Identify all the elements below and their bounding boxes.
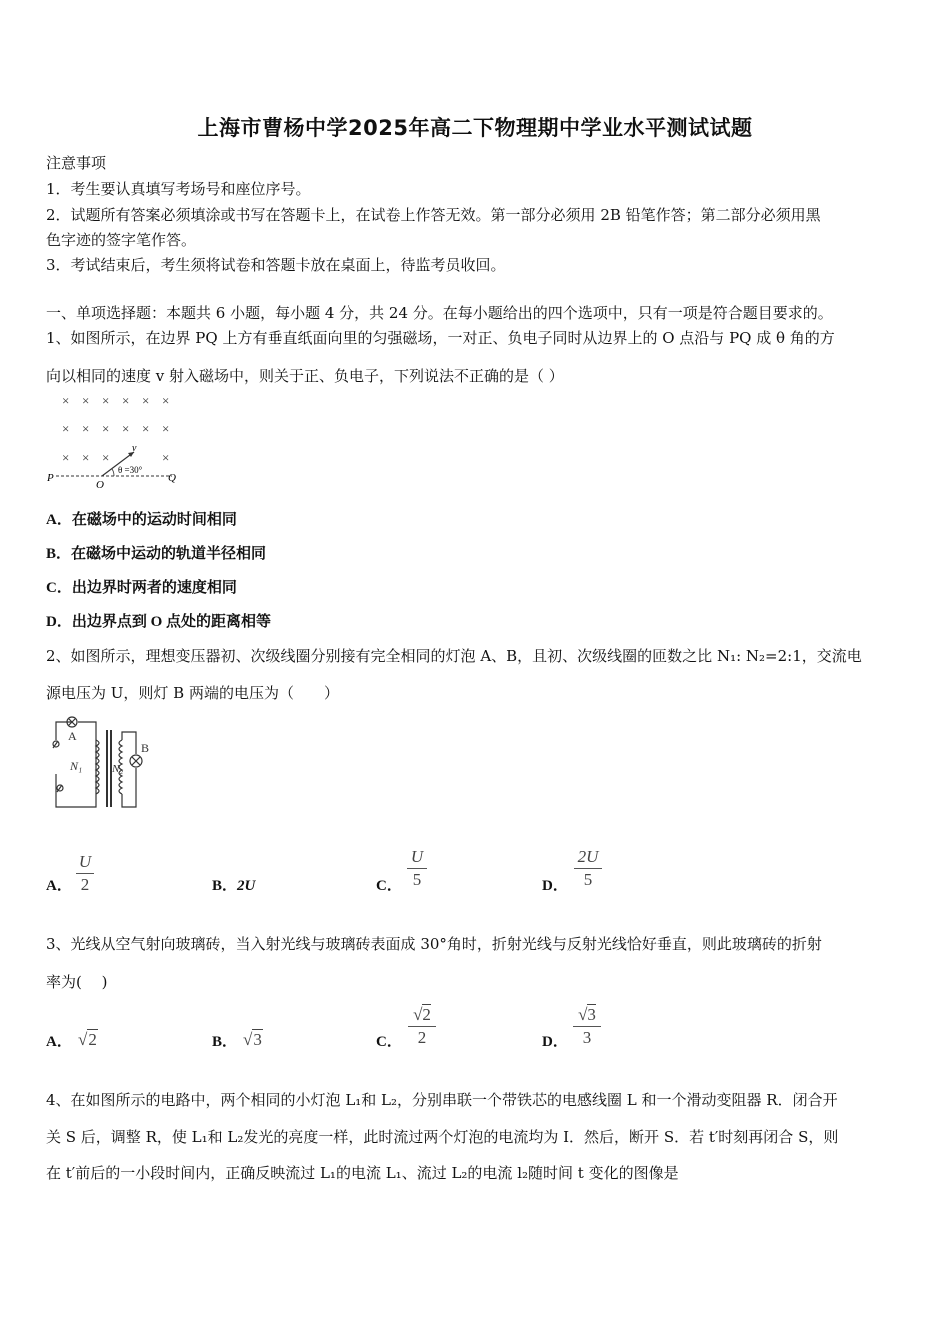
field-cross: × <box>62 421 70 436</box>
label-p: P <box>47 472 54 484</box>
q2-stem-line1: 2、如图所示，理想变压器初、次级线圈分别接有完全相同的灯泡 A、B，且初、次级线圈的匝数之比 N₁: N₂=2:1，交流电 <box>46 647 862 665</box>
notice-item-3: 3．考试结束后，考生须将试卷和答题卡放在桌面上，待监考员收回。 <box>46 256 506 274</box>
label-q: Q <box>168 472 176 484</box>
q1-magnetic-field-figure <box>44 390 194 490</box>
field-cross: × <box>82 393 90 408</box>
label-angle: θ =30° <box>118 465 143 475</box>
q3-option-c: C． <box>376 1034 402 1050</box>
q3-option-d: D． <box>542 1034 568 1050</box>
label-o: O <box>96 479 104 490</box>
q1-option-b: B．在磁场中运动的轨道半径相同 <box>46 546 267 562</box>
q2-stem-line2: 源电压为 U，则灯 B 两端的电压为（ ） <box>46 684 339 702</box>
field-cross: × <box>162 393 170 408</box>
notice-item-2-cont: 色字迹的签字笔作答。 <box>46 231 197 249</box>
q2-option-a-label: A． <box>46 878 72 894</box>
secondary-wire-top <box>122 732 136 754</box>
q1-stem-line1: 1、如图所示，在边界 PQ 上方有垂直纸面向里的匀强磁场，一对正、负电子同时从边界上的 O 点沿与 PQ 成 θ 角的方 <box>46 329 835 347</box>
label-a: A <box>68 729 77 743</box>
field-cross: × <box>102 421 110 436</box>
field-cross: × <box>82 450 90 465</box>
secondary-wire-bottom <box>122 768 136 807</box>
q3-option-b-sqrt: √3 <box>243 1030 262 1049</box>
q1-stem-line2: 向以相同的速度 v 射入磁场中，则关于正、负电子，下列说法不正确的是（ ） <box>46 367 564 385</box>
page-title: 上海市曹杨中学2025年高二下物理期中学业水平测试试题 <box>197 116 753 140</box>
label-v: v <box>132 443 137 454</box>
q1-option-c: C．出边界时两者的速度相同 <box>46 580 237 596</box>
angle-arc <box>112 469 114 476</box>
q3-option-d-fraction: √3 3 <box>573 1005 601 1048</box>
notice-item-1: 1．考生要认真填写考场号和座位序号。 <box>46 180 311 198</box>
field-cross: × <box>82 421 90 436</box>
field-cross: × <box>142 421 150 436</box>
q1-option-a: A．在磁场中的运动时间相同 <box>46 512 237 528</box>
field-cross: × <box>122 393 130 408</box>
q2-transformer-figure <box>44 712 164 812</box>
field-cross: × <box>122 421 130 436</box>
q1-option-d: D．出边界点到 O 点处的距离相等 <box>46 614 272 630</box>
q3-option-c-fraction: √2 2 <box>408 1005 436 1048</box>
q2-option-b: B．2U <box>212 878 256 894</box>
field-cross: × <box>162 450 170 465</box>
q4-stem-line2: 关 S 后，调整 R，使 L₁和 L₂发光的亮度一样，此时流过两个灯泡的电流均为 I．然后，断开 S．若 t′时刻再闭合 S，则 <box>46 1128 839 1146</box>
notice-item-2: 2．试题所有答案必须填涂或书写在答题卡上，在试卷上作答无效。第一部分必须用 2B 铅笔作答；第二部分必须用黑 <box>46 206 821 224</box>
field-crosses <box>62 393 169 465</box>
label-n2: N₂ <box>112 763 124 775</box>
q2-option-c-label: C． <box>376 878 402 894</box>
label-b: B <box>141 741 150 755</box>
field-cross: × <box>102 450 110 465</box>
field-cross: × <box>62 393 70 408</box>
q3-stem-line1: 3、光线从空气射向玻璃砖，当入射光线与玻璃砖表面成 30°角时，折射光线与反射光线恰好垂直，则此玻璃砖的折射 <box>46 935 822 953</box>
notice-heading: 注意事项 <box>46 154 107 172</box>
q3-option-a-sqrt: √2 <box>78 1030 97 1049</box>
field-cross: × <box>102 393 110 408</box>
q4-stem-line3: 在 t′前后的一小段时间内，正确反映流过 L₁的电流 L₁、流过 L₂的电流 l₂随时间 t 变化的图像是 <box>46 1164 679 1182</box>
q3-option-b: B． <box>212 1034 238 1050</box>
q2-option-d-label: D． <box>542 878 568 894</box>
label-n1: N₁ <box>70 759 83 773</box>
q3-option-a: A． <box>46 1034 72 1050</box>
q2-option-a-fraction: U 2 <box>76 852 94 895</box>
field-cross: × <box>162 421 170 436</box>
q4-stem-line1: 4、在如图所示的电路中，两个相同的小灯泡 L₁和 L₂，分别串联一个带铁芯的电感线圈 L 和一个滑动变阻器 R．闭合开 <box>46 1091 838 1109</box>
q3-stem-line2: 率为( ) <box>46 973 108 991</box>
q2-option-c-fraction: U 5 <box>407 847 427 890</box>
q2-option-d-fraction: 2U 5 <box>574 847 602 890</box>
section-heading: 一、单项选择题：本题共 6 小题，每小题 4 分，共 24 分。在每小题给出的四个选项中，只有一项是符合题目要求的。 <box>46 304 833 322</box>
field-cross: × <box>62 450 70 465</box>
field-cross: × <box>142 393 150 408</box>
